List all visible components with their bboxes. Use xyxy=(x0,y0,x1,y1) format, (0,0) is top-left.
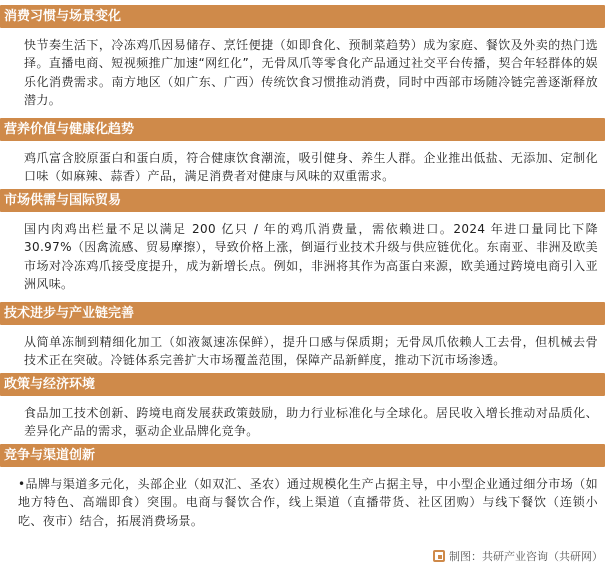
section-title: 市场供需与国际贸易 xyxy=(4,193,122,208)
section-title: 营养价值与健康化趋势 xyxy=(4,122,135,137)
section-title: 消费习惯与场景变化 xyxy=(4,9,122,24)
logo-icon xyxy=(433,550,445,562)
source-credit-text: 制图：共研产业咨询（共研网） xyxy=(449,550,603,563)
section-body-technology: 从简单冻制到精细化加工（如液氮速冻保鲜），提升口感与保质期；无骨凤爪依赖人工去骨，但机械去骨技术正在突破。冷链体系完善扩大市场覆盖范围，保障产品新鲜度，推动下沉市场渗透。 xyxy=(24,335,598,368)
section-header-policy xyxy=(0,373,605,396)
source-credit xyxy=(433,548,603,564)
section-body-consumption: 快节奏生活下，冷冻鸡爪因易储存、烹饪便捷（如即食化、预制菜趋势）成为家庭、餐饮及外卖的热门选择。直播电商、短视频推广加速“网红化”，无骨凤爪等零食化产品通过社交平台传播，契合年轻群体的娱乐化消费需求。南方地区（如广东、广西）传统饮食习惯推动消费，同时中西部市场随冷链完善逐渐释放潜力。 xyxy=(24,38,598,108)
section-title: 竞争与渠道创新 xyxy=(4,448,96,463)
section-header-competition xyxy=(0,444,605,467)
section-body-competition: •品牌与渠道多元化，头部企业（如双汇、圣农）通过规模化生产占据主导，中小型企业通过细分市场（如地方特色、高端即食）突围。电商与餐饮合作，线上渠道（直播带货、社区团购）与线下餐饮（连锁小吃、夜市）结合，拓展消费场景。 xyxy=(18,477,598,528)
section-header-technology xyxy=(0,302,605,325)
section-title: 政策与经济环境 xyxy=(4,377,96,392)
section-title: 技术进步与产业链完善 xyxy=(4,306,135,321)
section-header-nutrition xyxy=(0,118,605,141)
section-header-trade xyxy=(0,189,605,212)
section-body-nutrition: 鸡爪富含胶原蛋白和蛋白质，符合健康饮食潮流，吸引健身、养生人群。企业推出低盐、无添加、定制化口味（如麻辣、蒜香）产品，满足消费者对健康与风味的双重需求。 xyxy=(24,151,598,184)
section-header-consumption xyxy=(0,5,605,28)
section-body-policy: 食品加工技术创新、跨境电商发展获政策鼓励，助力行业标准化与全球化。居民收入增长推动对品质化、差异化产品的需求，驱动企业品牌化竞争。 xyxy=(24,406,598,439)
section-body-trade: 国内肉鸡出栏量不足以满足 200 亿只 / 年的鸡爪消费量，需依赖进口。2024 年进口量同比下降 30.97%（因禽流感、贸易摩擦），导致价格上涨，倒逼行业技术升级与供应链优化。东南亚、非洲及欧美市场对冷冻鸡爪接受度提升，成为新增长点。例如，非洲将其作为高蛋白来源，欧美通过跨境电商引入亚洲风味。 xyxy=(24,222,598,292)
